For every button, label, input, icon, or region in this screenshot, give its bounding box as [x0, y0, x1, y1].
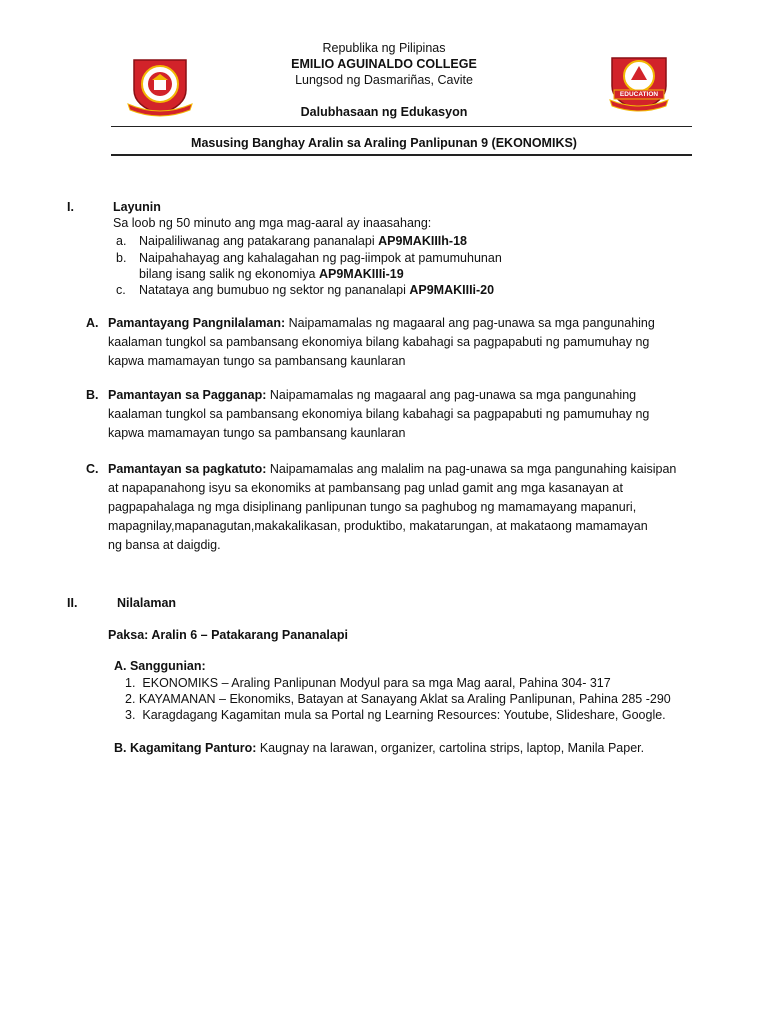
- paragraph-line: ng bansa at daigdig.: [108, 538, 221, 552]
- paragraph-line: pagpapahalaga ng mga disiplinang panlipunan tungo sa paghubog ng mamamayang mapanuri,: [108, 500, 637, 514]
- section1-title: Layunin: [113, 200, 161, 214]
- objective-b-line2: bilang isang salik ng ekonomiya AP9MAKIIIi-19: [139, 267, 404, 281]
- paragraph-line: kapwa mamamayan tungo sa pambansang kaunlaran: [108, 426, 406, 440]
- header-rule-bottom: [111, 154, 692, 156]
- lesson-plan-title: Masusing Banghay Aralin sa Araling Panlipunan 9 (EKONOMIKS): [191, 136, 577, 150]
- paragraph-line: at napapanahong isyu sa ekonomiks at pambansang pag unlad gamit ang mga kasanayan at: [108, 481, 623, 495]
- section2-topic: Paksa: Aralin 6 – Patakarang Pananalapi: [108, 628, 348, 642]
- header-republic: Republika ng Pilipinas: [322, 41, 446, 55]
- header-college: EMILIO AGUINALDO COLLEGE: [291, 57, 477, 71]
- objective-a: Naipaliliwanag ang patakarang pananalapi AP9MAKIIIh-18: [139, 234, 467, 248]
- standard-a: Pamantayang Pangnilalaman: Naipamamalas ng magaaral ang pag-unawa sa mga pangunahing kaalaman tungkol sa pambansang ekonomiya bilang kabahagi sa pagpapabuti ng pamumuhay ng kapwa mamamayan tungo sa pambansang kaunlaran: [108, 316, 655, 368]
- header-rule-top: [111, 126, 692, 127]
- objective-b-line1: Naipahahayag ang kahalagahan ng pag-iimpok at pamumuhunan: [139, 251, 502, 265]
- section1-number: I.: [67, 200, 74, 214]
- paragraph-line: kaalaman tungkol sa pambansang ekonomiya bilang kabahagi sa pagpapabuti ng pamumuhay ng: [108, 407, 650, 421]
- objective-b-letter: b.: [116, 251, 127, 265]
- standard-c: Pamantayan sa pagkatuto: Naipamamalas ang malalim na pag-unawa sa mga pangunahing kaisipan at napapanahong isyu sa ekonomiks at pambansang pag unlad gamit ang mga kasanayan at pagpapahalaga ng mga disiplinang panlipunan tungo sa paghubog ng mamamayang mapanuri, mapagnilay,mapanagutan,makakalikasan, produktibo, makatarungan, at makataong mamamayan ng bansa at daigdig.: [108, 460, 733, 555]
- reference-1: 1. EKONOMIKS – Araling Panlipunan Modyul para sa mga Mag aaral, Pahina 304- 317: [125, 676, 611, 690]
- reference-2: 2. KAYAMANAN – Ekonomiks, Batayan at Sanayang Aklat sa Araling Panlipunan, Pahina 285 -290: [125, 692, 671, 706]
- header-department: Dalubhasaan ng Edukasyon: [300, 105, 468, 119]
- paragraph-line: mapagnilay,mapanagutan,makakalikasan, produktibo, makatarungan, at makataong mamamayan: [108, 519, 648, 533]
- teaching-materials: B. Kagamitang Panturo: Kaugnay na larawan, organizer, cartolina strips, laptop, Manila Paper.: [114, 741, 645, 755]
- standard-b: Pamantayan sa Pagganap: Naipamamalas ng magaaral ang pag-unawa sa mga pangunahing kaalaman tungkol sa pambansang ekonomiya bilang kabahagi sa pagpapabuti ng pamumuhay ng kapwa mamamayan tungo sa pambansang kaunlaran: [108, 386, 723, 443]
- standard-c-letter: C.: [86, 462, 99, 476]
- logo-right-lettering: EDUCATION: [619, 91, 659, 98]
- references-title: A. Sanggunian:: [114, 659, 206, 673]
- objective-c-letter: c.: [116, 283, 126, 297]
- section2-title: Nilalaman: [117, 596, 177, 610]
- section2-number: II.: [67, 596, 78, 610]
- paragraph-line: Naipamamalas ang malalim na pag-unawa sa mga pangunahing kaisipan: [266, 462, 677, 476]
- standard-b-letter: B.: [86, 388, 99, 402]
- header-city: Lungsod ng Dasmariñas, Cavite: [295, 73, 473, 87]
- objective-c: Natataya ang bumubuo ng sektor ng pananalapi AP9MAKIIIi-20: [139, 283, 495, 297]
- section1-intro: Sa loob ng 50 minuto ang mga mag-aaral ay inaasahang:: [113, 216, 432, 230]
- reference-3: 3. Karagdagang Kagamitan mula sa Portal ng Learning Resources: Youtube, Slideshare, Google.: [125, 708, 666, 722]
- standard-a-letter: A.: [86, 316, 99, 330]
- paragraph-line: Naipamamalas ng magaaral ang pag-unawa sa mga pangunahing: [266, 388, 637, 402]
- objective-a-letter: a.: [116, 234, 127, 248]
